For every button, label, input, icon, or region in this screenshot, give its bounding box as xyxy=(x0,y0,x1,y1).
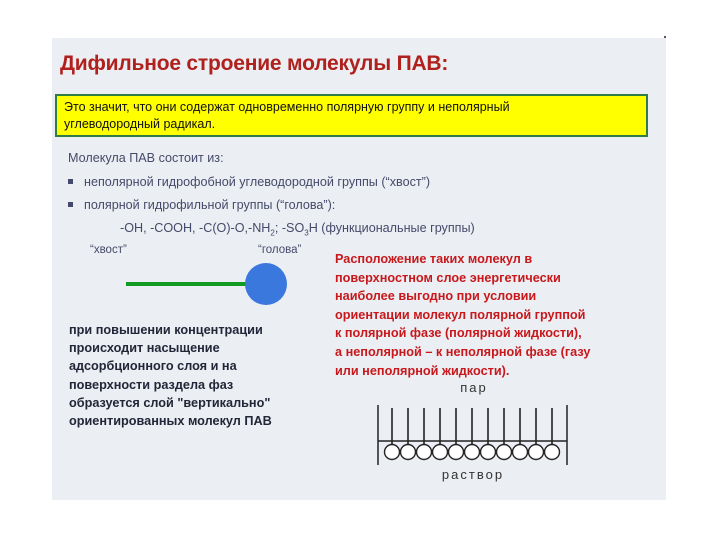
groups-part3: H (функциональные группы) xyxy=(308,221,475,235)
black-line: адсорбционного слоя и на xyxy=(69,359,237,374)
black-line: ориентированных молекул ПАВ xyxy=(69,414,272,429)
red-line: наиболее выгодно при условии xyxy=(335,289,537,304)
red-line: или неполярной жидкости). xyxy=(335,363,510,378)
red-line: к полярной фазе (полярной жидкости), xyxy=(335,326,582,341)
black-line: происходит насыщение xyxy=(69,341,220,356)
bullet-text: неполярной гидрофобной углеводородной группы (“хвост”) xyxy=(84,175,431,189)
molecule-head-circle xyxy=(481,445,496,460)
groups-part2: ; -SO xyxy=(274,221,305,235)
slide-title: Дифильное строение молекулы ПАВ: xyxy=(60,52,449,75)
molecule-head-circle xyxy=(417,445,432,460)
groups-part1: -OH, -COOH, -C(O)-O,-NH xyxy=(120,221,271,235)
highlight-line-1: Это значит, что они содержат одновременно полярную группу и неполярный xyxy=(64,100,510,114)
molecule-head-circle xyxy=(401,445,416,460)
red-line: поверхностном слое энергетически xyxy=(335,270,561,285)
molecule-head-circle xyxy=(545,445,560,460)
red-line: а неполярной – к неполярной фазе (газу xyxy=(335,344,591,359)
groups-sub1: 2 xyxy=(270,228,275,238)
molecule-row xyxy=(385,408,560,460)
molecule-head-circle xyxy=(385,445,400,460)
groups-sub2: 3 xyxy=(304,228,309,238)
red-line: Расположение таких молекул в xyxy=(335,252,533,266)
intro-text: Молекула ПАВ состоит из: xyxy=(68,151,224,165)
molecule-head-circle xyxy=(449,445,464,460)
vapor-label: пар xyxy=(460,380,488,395)
molecule-head-circle xyxy=(529,445,544,460)
red-line: ориентации молекул полярной группой xyxy=(335,307,586,322)
bullet-text: полярной гидрофильной группы (“голова”): xyxy=(84,198,336,212)
molecule-head-circle xyxy=(433,445,448,460)
tail-label: “хвост” xyxy=(90,244,127,256)
molecule-head-circle xyxy=(497,445,512,460)
black-line: поверхности раздела фаз xyxy=(69,377,234,392)
head-label: “голова” xyxy=(258,244,302,256)
highlight-line-2: углеводородный радикал. xyxy=(64,117,216,131)
black-line: образуется слой "вертикально" xyxy=(69,395,271,410)
molecule-head-circle xyxy=(465,445,480,460)
molecule-head-circle xyxy=(513,445,528,460)
black-line: при повышении концентрации xyxy=(69,323,263,337)
solution-label: раствор xyxy=(441,467,505,482)
